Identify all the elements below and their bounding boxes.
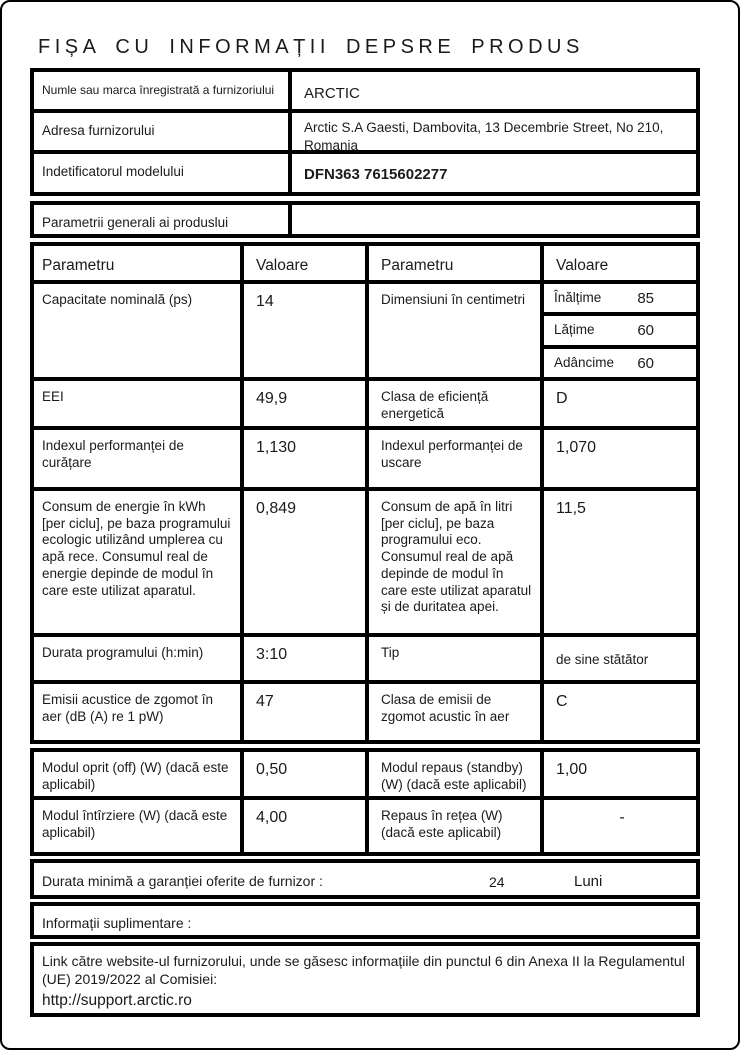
warranty-unit: Luni <box>574 873 603 890</box>
supplier-address-row <box>30 109 700 154</box>
delay-mode-row <box>30 796 700 856</box>
additional-info-label: Informații suplimentare : <box>42 915 192 931</box>
dimension-height-label: Înălțime <box>554 290 602 305</box>
off-mode-value: 0,50 <box>240 752 365 796</box>
capacity-label: Capacitate nominală (ps) <box>42 292 193 307</box>
delay-mode-label: Modul întîrziere (W) (dacă este aplicabil) <box>42 808 228 840</box>
program-duration-value: 3:10 <box>240 637 365 680</box>
eei-value: 49,9 <box>240 381 365 426</box>
model-identifier-value: DFN363 7615602277 <box>288 154 696 192</box>
dimension-width-row <box>544 312 696 344</box>
model-identifier-label: Indetificatorul modelului <box>42 164 184 179</box>
supplier-address-label: Adresa furnizorului <box>42 123 155 138</box>
noise-emission-value: 47 <box>240 684 365 740</box>
header-param-2: Parametru <box>365 246 540 280</box>
cleaning-index-label: Indexul performanței de curățare <box>42 438 184 470</box>
networked-standby-label: Repaus în rețea (W) (dacă este aplicabil) <box>365 800 540 852</box>
type-label: Tip <box>365 637 540 680</box>
consumption-row <box>30 487 700 637</box>
energy-class-label: Clasa de eficiență energetică <box>365 381 540 426</box>
cleaning-index-value: 1,130 <box>240 430 365 487</box>
energy-class-value: D <box>540 381 696 426</box>
noise-emission-label: Emisii acustice de zgomot în aer (dB (A) re 1 pW) <box>42 692 214 724</box>
dimension-height-row <box>544 284 696 312</box>
off-mode-label: Modul oprit (off) (W) (dacă este aplicabil) <box>42 760 229 792</box>
supplier-table <box>30 68 700 238</box>
warranty-row <box>30 859 700 899</box>
parameters-table <box>30 242 700 1017</box>
general-parameters-value <box>288 205 696 234</box>
noise-class-value: C <box>540 684 696 740</box>
standby-mode-value: 1,00 <box>540 752 696 796</box>
off-mode-row <box>30 748 700 800</box>
dimension-height-value: 85 <box>637 290 654 307</box>
dimension-depth-row <box>544 345 696 377</box>
delay-mode-value: 4,00 <box>240 800 365 852</box>
dimension-width-label: Lățime <box>554 322 595 338</box>
header-value-2: Valoare <box>540 246 696 280</box>
eei-row <box>30 377 700 430</box>
supplier-website-url: http://support.arctic.ro <box>42 991 192 1009</box>
drying-index-label: Indexul performanței de uscare <box>365 430 540 487</box>
noise-class-label: Clasa de emisii de zgomot acustic în aer <box>365 684 540 740</box>
page-title: FIȘA CU INFORMAȚII DEPSRE PRODUS <box>38 36 584 58</box>
supplier-link-text: Link către website-ul furnizorului, unde se găsesc informațiile din punctul 6 din Anexa II la Regulamentul (UE) 2019/2022 al Comisiei: <box>42 953 685 987</box>
dimensions-label: Dimensiuni în centimetri <box>365 284 540 377</box>
supplier-name-row <box>30 68 700 113</box>
dimension-depth-value: 60 <box>637 354 654 372</box>
drying-index-value: 1,070 <box>540 430 696 487</box>
supplier-link-row <box>30 942 700 1017</box>
dimension-width-value: 60 <box>637 322 654 340</box>
general-parameters-label: Parametrii generali ai produslui <box>42 215 229 230</box>
additional-info-row <box>30 902 700 939</box>
warranty-label: Durata minimă a garanției oferite de furnizor : <box>42 873 323 889</box>
performance-index-row <box>30 426 700 491</box>
eei-label: EEI <box>42 389 64 404</box>
program-duration-label: Durata programului (h:min) <box>42 645 204 660</box>
supplier-name-label: Numle sau marca înregistrată a furnizoriului <box>42 83 275 97</box>
program-duration-row <box>30 633 700 684</box>
general-parameters-row <box>30 201 700 238</box>
header-param-1: Parametru <box>42 257 115 274</box>
header-value-1: Valoare <box>240 246 365 280</box>
dimension-depth-label: Adâncime <box>554 354 615 370</box>
type-value: de sine stătător <box>540 637 696 680</box>
networked-standby-value: - <box>540 800 696 852</box>
model-identifier-row <box>30 150 700 196</box>
dimensions-value-cells <box>540 284 696 377</box>
warranty-value: 24 <box>489 874 505 890</box>
supplier-address-value: Arctic S.A Gaesti, Dambovita, 13 Decembrie Street, No 210, Romania <box>288 113 696 154</box>
energy-consumption-label: Consum de energie în kWh [per ciclu], pe baza programului ecologic utilizând umplerea cu apă rece. Consumul real de energie depinde de modul în care este utilizat aparatul. <box>42 499 231 598</box>
capacity-value: 14 <box>240 284 365 377</box>
water-consumption-value: 11,5 <box>540 491 696 633</box>
energy-consumption-value: 0,849 <box>240 491 365 633</box>
capacity-dimensions-row <box>30 280 700 381</box>
water-consumption-label: Consum de apă în litri [per ciclu], pe baza programului eco. Consumul real de apă depinde de modul în care este utilizat aparatul și de duritatea apei. <box>365 491 540 633</box>
parameters-header-row <box>30 242 700 284</box>
supplier-name-value: ARCTIC <box>288 72 696 109</box>
noise-row <box>30 680 700 744</box>
standby-mode-label: Modul repaus (standby) (W) (dacă este aplicabil) <box>365 752 540 796</box>
